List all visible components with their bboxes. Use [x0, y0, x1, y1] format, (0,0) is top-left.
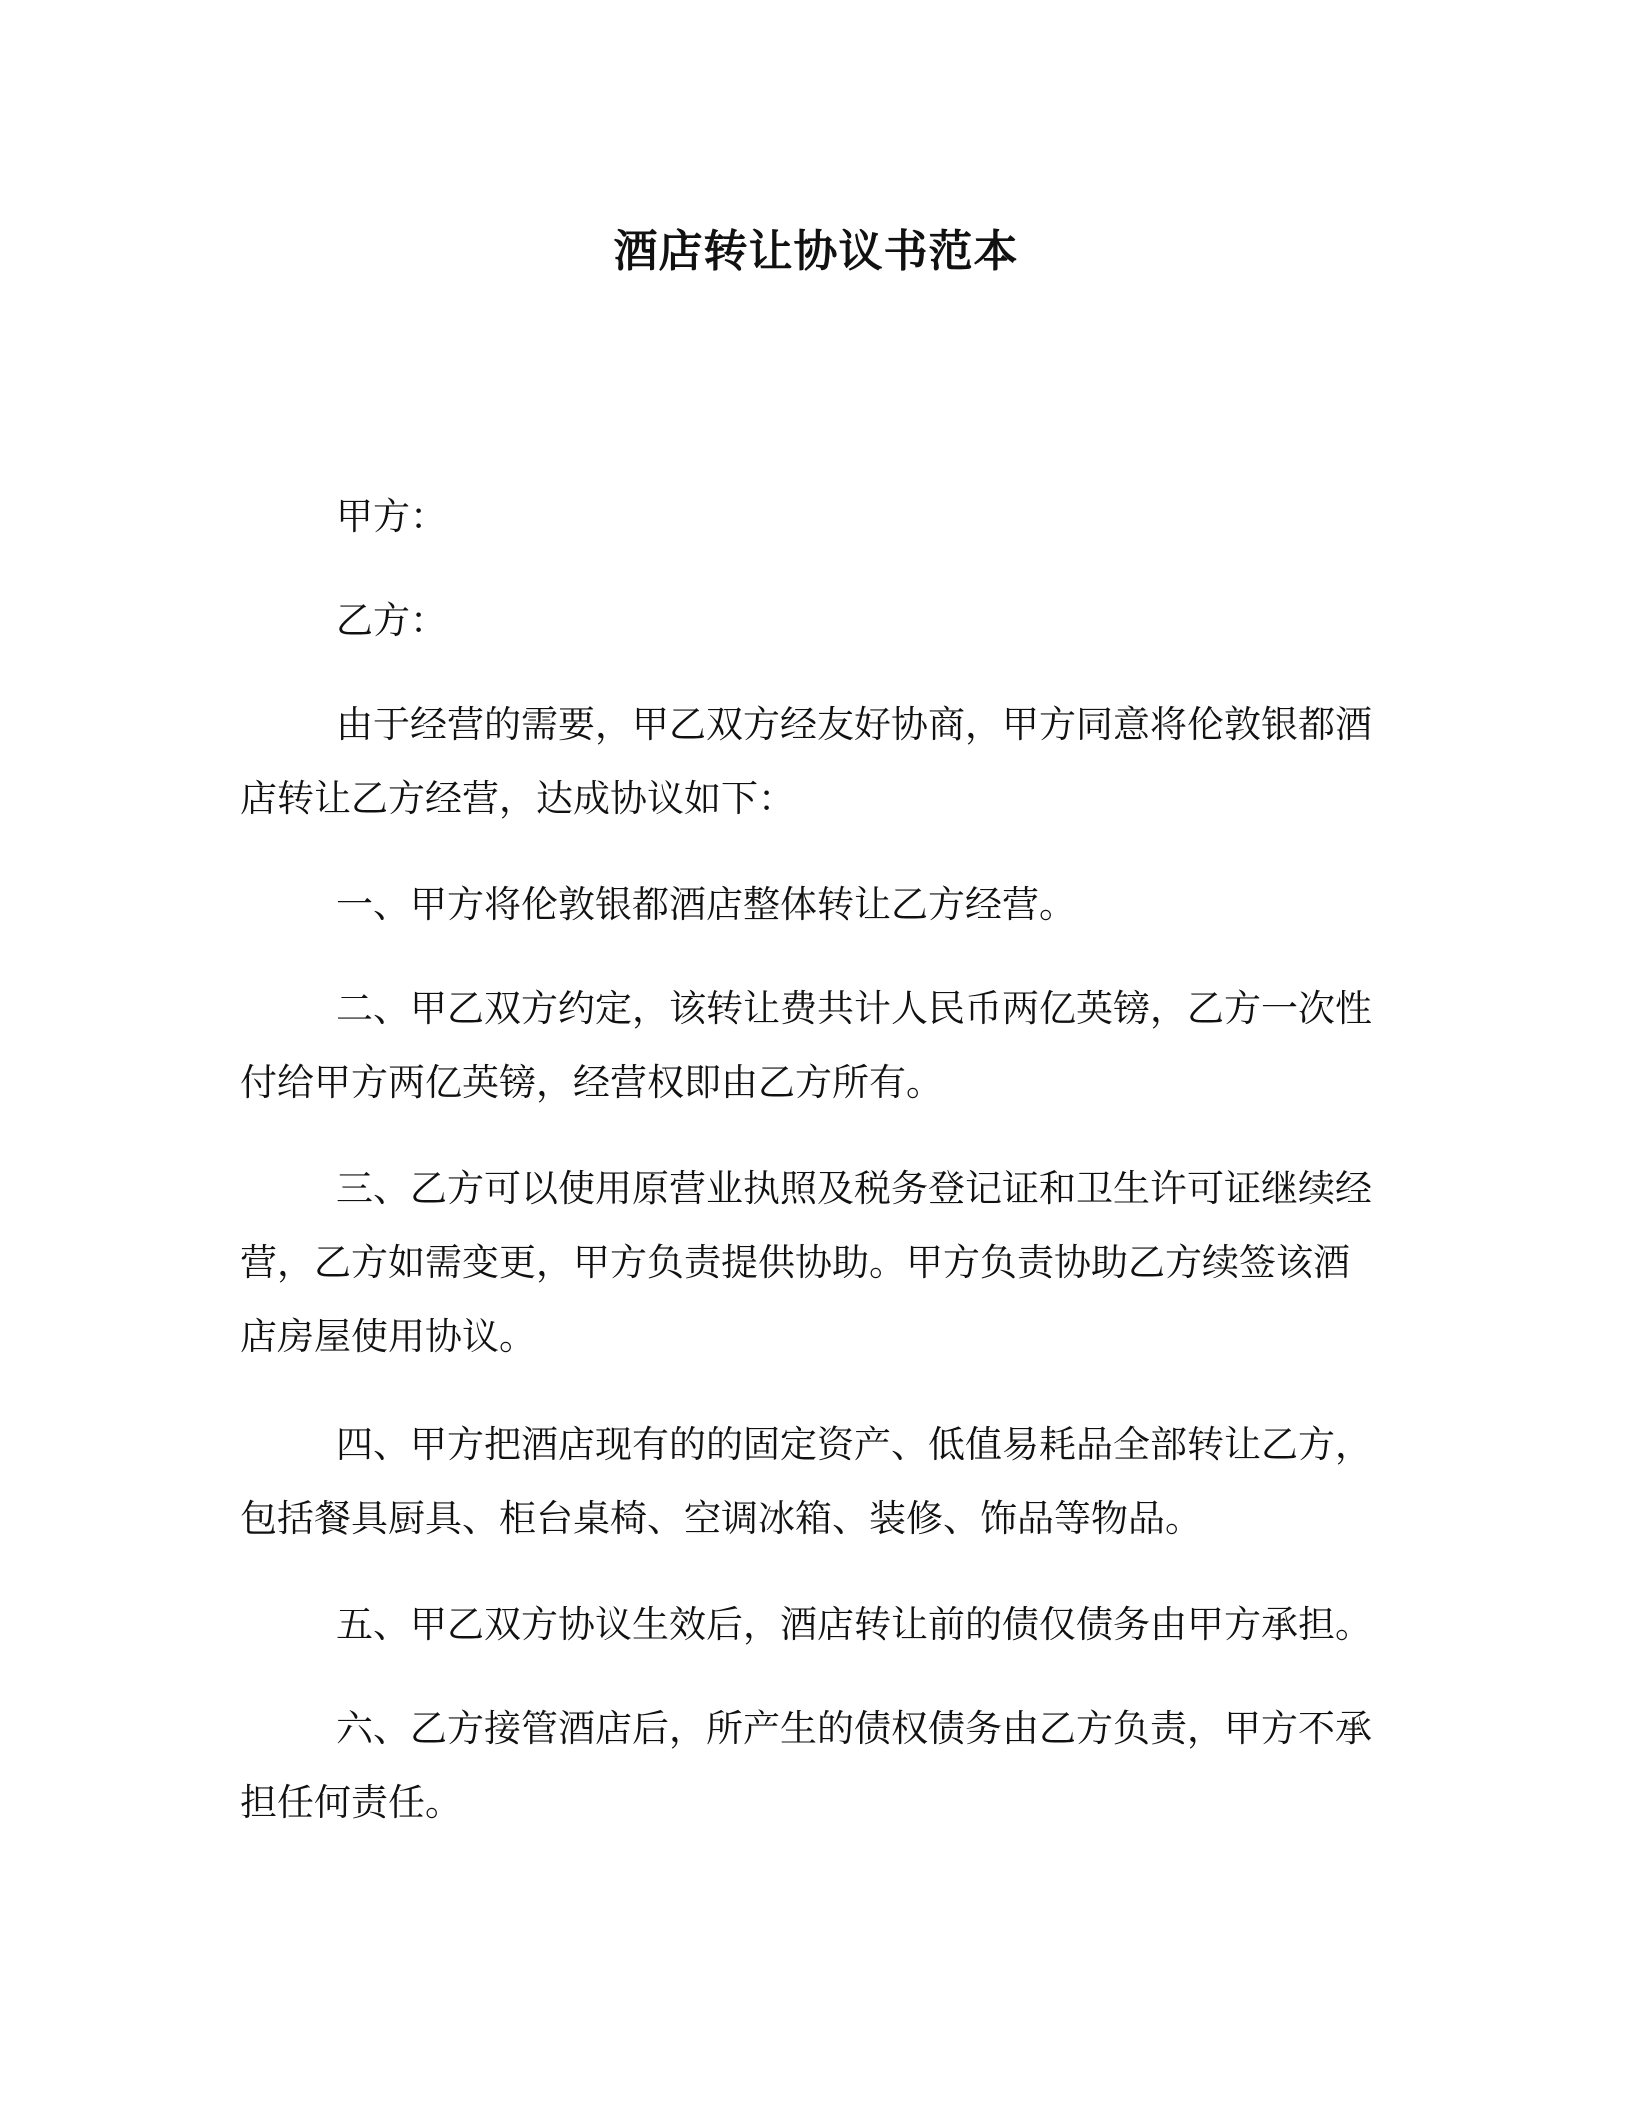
party-b-line: 乙方： [336, 599, 447, 642]
intro-paragraph: 由于经营的需要，甲乙双方经友好协商，甲方同意将伦敦银都酒店转让乙方经营，达成协议如下： [240, 703, 1372, 820]
clause-5: 五、甲乙双方协议生效后，酒店转让前的债仅债务由甲方承担。 [336, 1603, 1372, 1646]
clause-6: 六、乙方接管酒店后，所产生的债权债务由乙方负责，甲方不承担任何责任。 [240, 1707, 1372, 1824]
clause-1: 一、甲方将伦敦银都酒店整体转让乙方经营。 [336, 883, 1076, 926]
document-title: 酒店转让协议书范本 [613, 226, 1019, 277]
party-a-line: 甲方： [336, 495, 447, 538]
clause-4: 四、甲方把酒店现有的的固定资产、低值易耗品全部转让乙方，包括餐具厨具、柜台桌椅、空调冰箱、装修、饰品等物品。 [240, 1423, 1372, 1540]
clause-2: 二、甲乙双方约定，该转让费共计人民币两亿英镑，乙方一次性付给甲方两亿英镑，经营权即由乙方所有。 [240, 987, 1372, 1104]
clause-3: 三、乙方可以使用原营业执照及税务登记证和卫生许可证继续经营，乙方如需变更，甲方负责提供协助。甲方负责协助乙方续签该酒店房屋使用协议。 [240, 1167, 1372, 1358]
